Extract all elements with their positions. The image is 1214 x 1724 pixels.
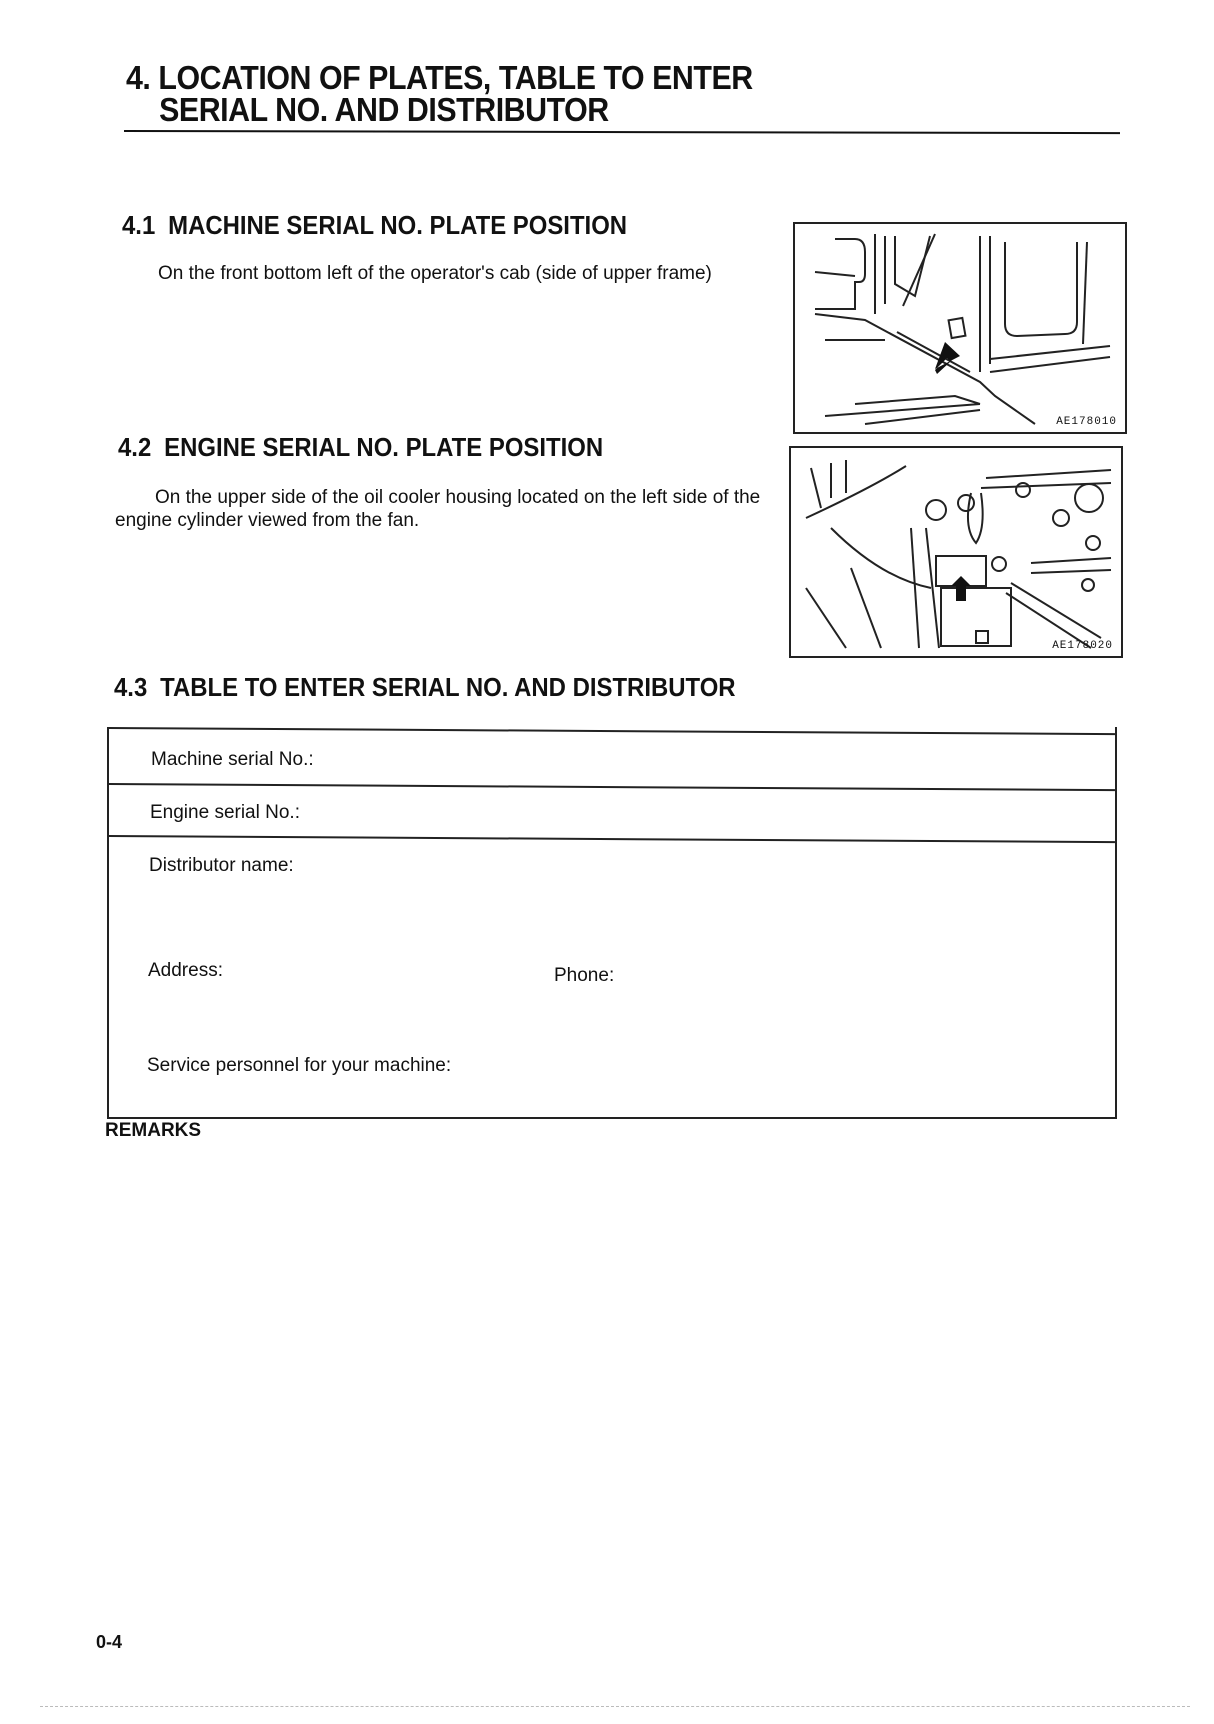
title-line-2: SERIAL NO. AND DISTRIBUTOR <box>159 91 609 128</box>
figure-code: AE178010 <box>1056 416 1117 428</box>
section-number: 4.2 <box>118 432 152 462</box>
section-4-3-heading <box>114 672 736 703</box>
address-field[interactable]: Address: <box>148 960 223 981</box>
serial-distributor-table <box>107 727 1117 1119</box>
title-underline <box>124 130 1120 134</box>
section-4-2-heading <box>118 432 603 463</box>
phone-field[interactable]: Phone: <box>554 965 615 986</box>
figure-engine-serial-plate <box>789 446 1123 658</box>
table-row-divider <box>109 835 1115 843</box>
figure-code: AE178020 <box>1052 640 1113 652</box>
service-personnel-field[interactable]: Service personnel for your machine: <box>147 1055 452 1076</box>
table-top-border <box>109 727 1115 735</box>
cab-illustration <box>795 224 1125 432</box>
page-title <box>126 59 753 128</box>
section-number: 4.1 <box>122 210 156 240</box>
section-title: TABLE TO ENTER SERIAL NO. AND DISTRIBUTOR <box>160 672 736 702</box>
section-title: MACHINE SERIAL NO. PLATE POSITION <box>168 210 628 240</box>
scan-edge-line <box>40 1706 1190 1708</box>
section-4-1-heading <box>122 210 627 241</box>
machine-serial-field[interactable]: Machine serial No.: <box>151 749 314 770</box>
page-number: 0-4 <box>96 1632 123 1652</box>
table-row-divider <box>109 783 1115 791</box>
engine-illustration <box>791 448 1121 656</box>
remarks-heading: REMARKS <box>105 1120 202 1141</box>
section-4-1-text: On the front bottom left of the operator's cab (side of upper frame) <box>158 263 712 284</box>
section-4-2-text: On the upper side of the oil cooler housing located on the left side of the engine cylinder viewed from the fan. <box>115 487 761 531</box>
section-number: 4.3 <box>114 672 148 702</box>
distributor-name-field[interactable]: Distributor name: <box>149 855 294 876</box>
engine-serial-field[interactable]: Engine serial No.: <box>150 802 300 823</box>
figure-cab-serial-plate <box>793 222 1127 434</box>
section-title: ENGINE SERIAL NO. PLATE POSITION <box>164 432 604 462</box>
title-line-1: 4. LOCATION OF PLATES, TABLE TO ENTER <box>126 59 753 96</box>
